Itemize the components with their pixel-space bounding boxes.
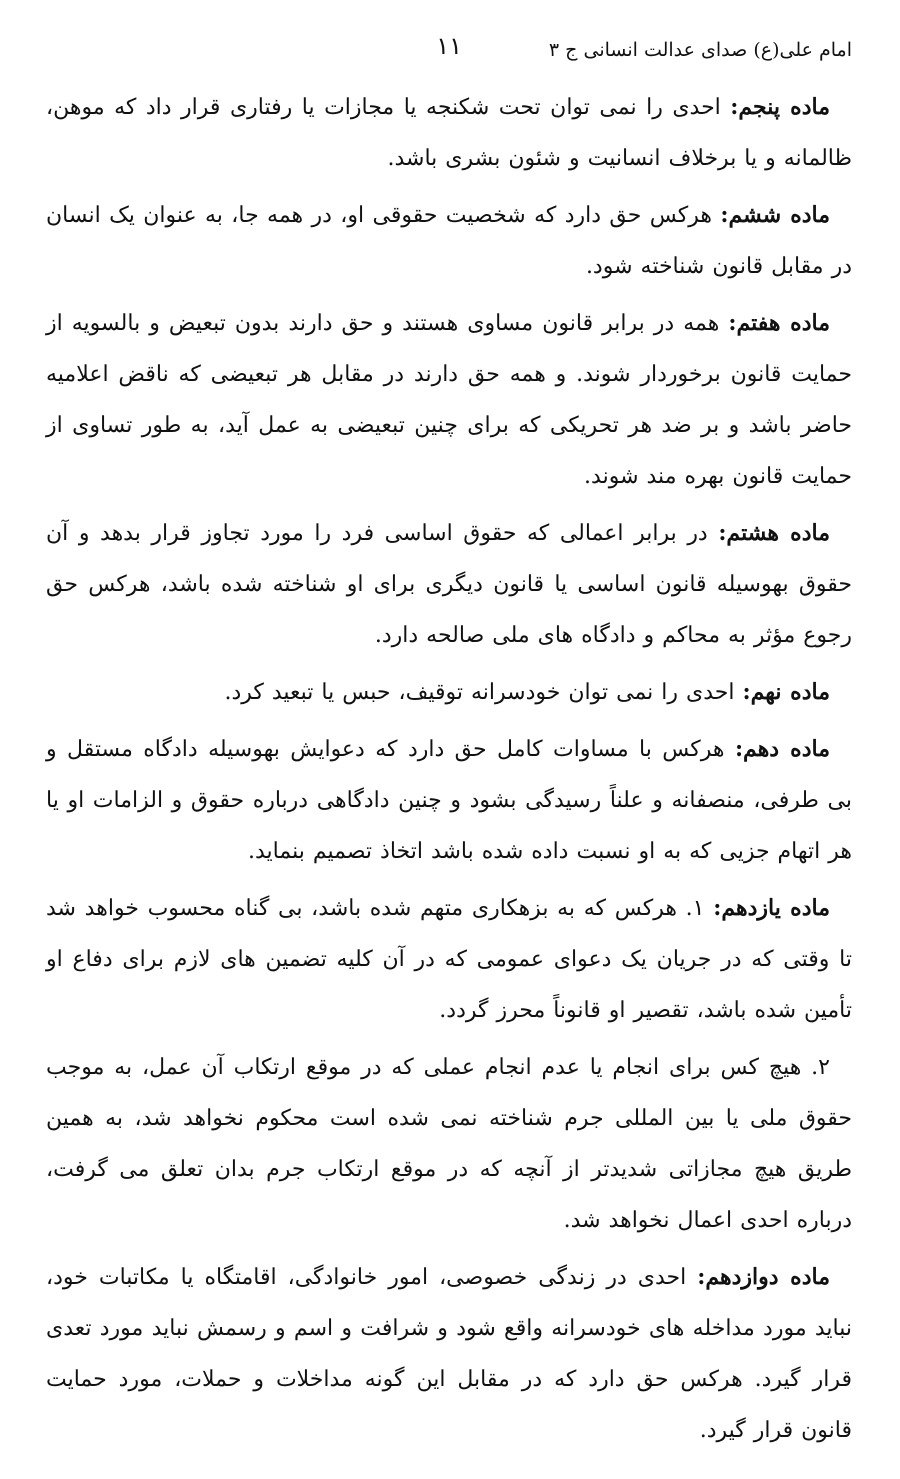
article-11	[46, 883, 852, 1036]
article-label: ماده پنجم:	[730, 94, 830, 120]
book-title: امام علی(ع) صدای عدالت انسانی ج ۳	[548, 39, 852, 61]
article-text: احدی در زندگی خصوصی، امور خانوادگی، اقامتگاه یا مکاتبات خود، نباید مورد مداخله های خودسرانه واقع شود و شرافت و اسم و رسمش نباید مورد تعدی قرار گیرد. هرکس حق دارد که در مقابل این گونه مداخلات و حملات، مورد حمایت قانون قرار گیرد.	[46, 1265, 852, 1443]
article-8	[46, 508, 852, 661]
article-5	[46, 82, 852, 184]
article-text: هرکس حق دارد که شخصیت حقوقی او، در همه جا، به عنوان یک انسان در مقابل قانون شناخته شود.	[46, 203, 852, 279]
article-text: ۱. هرکس که به بزهکاری متهم شده باشد، بی گناه محسوب خواهد شد تا وقتی که در جریان یک دعوای عمومی که در آن کلیه تضمین های لازم برای دفاع او تأمین شده باشد، تقصیر او قانوناً محرز گردد.	[46, 896, 852, 1023]
article-text: همه در برابر قانون مساوی هستند و حق دارند بدون تبعیض و بالسویه از حمایت قانون برخوردار شوند. و همه حق دارند در مقابل هر تبعیضی که ناقض اعلامیه حاضر باشد و بر ضد هر تحریکی که برای چنین تبعیضی به عمل آید، به طور تساوی از حمایت قانون بهره مند شوند.	[46, 311, 852, 489]
article-text: ۲. هیچ کس برای انجام یا عدم انجام عملی که در موقع ارتکاب آن عمل، به موجب حقوق ملی یا بین المللی جرم شناخته نمی شده است محکوم نخواهد شد، به همین طریق هیچ مجازاتی شدیدتر از آنچه که در موقع ارتکاب جرم بدان تعلق می گرفت، درباره احدی اعمال نخواهد شد.	[46, 1055, 852, 1233]
article-7	[46, 298, 852, 502]
document-body	[46, 82, 852, 1462]
article-label: ماده دهم:	[734, 736, 830, 762]
article-label: ماده هشتم:	[718, 520, 830, 546]
article-label: ماده ششم:	[720, 202, 830, 228]
article-label: ماده هفتم:	[728, 310, 830, 336]
article-11-clause-2	[46, 1042, 852, 1246]
article-text: در برابر اعمالی که حقوق اساسی فرد را مورد تجاوز قرار بدهد و آن حقوق بهوسیله قانون اساسی یا قانون دیگری برای او شناخته شده باشد، هرکس حق رجوع مؤثر به محاکم و دادگاه های ملی صالحه دارد.	[46, 521, 852, 648]
article-text: هرکس با مساوات کامل حق دارد که دعوایش بهوسیله دادگاه مستقل و بی طرفی، منصفانه و علناً رسیدگی بشود و چنین دادگاهی درباره حقوق و الزامات او یا هر اتهام جزیی که به او نسبت داده شده باشد اتخاذ تصمیم بنماید.	[46, 737, 852, 864]
article-12	[46, 1252, 852, 1456]
page-number: ۱۱	[436, 32, 462, 60]
article-label: ماده دوازدهم:	[697, 1264, 830, 1290]
article-10	[46, 724, 852, 877]
article-6	[46, 190, 852, 292]
article-text: احدی را نمی توان خودسرانه توقیف، حبس یا تبعید کرد.	[224, 680, 743, 705]
article-label: ماده نهم:	[742, 679, 830, 705]
article-label: ماده یازدهم:	[713, 895, 830, 921]
article-9	[46, 667, 852, 718]
page-header	[48, 30, 852, 70]
article-text: احدی را نمی توان تحت شکنجه یا مجازات یا رفتاری قرار داد که موهن، ظالمانه و یا برخلاف انسانیت و شئون بشری باشد.	[46, 95, 852, 171]
